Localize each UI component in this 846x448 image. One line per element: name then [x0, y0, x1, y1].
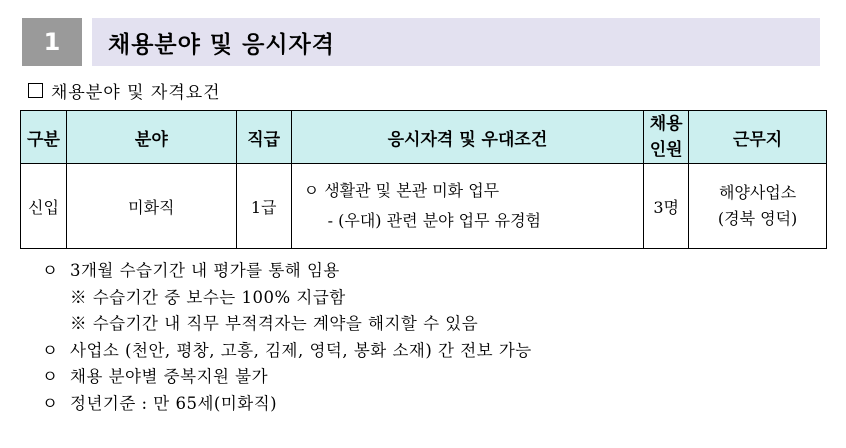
- subheading-text: 채용분야 및 자격요건: [51, 83, 221, 103]
- header-headcount: [644, 111, 689, 164]
- bullet-icon: ㅇ: [42, 340, 59, 360]
- bullet-icon: ㅇ: [42, 367, 59, 386]
- note-subitem: [42, 311, 532, 338]
- cell-location: [689, 164, 827, 249]
- qualification-sub: - (우대) 관련 분야 업무 유경험: [327, 211, 541, 230]
- notes-list: [42, 258, 532, 417]
- cell-field: 미화직: [66, 164, 236, 249]
- section-title: 채용분야 및 응시자격: [108, 31, 335, 58]
- note-text: 사업소 (천안, 평창, 고흥, 김제, 영덕, 봉화 소재) 간 전보 가능: [70, 340, 532, 360]
- cell-category: 신입: [21, 164, 67, 249]
- location-line2: (경북 영덕): [717, 209, 798, 228]
- section-number: 1: [22, 18, 82, 66]
- cell-qualification: [291, 164, 644, 249]
- checkbox-icon: [28, 83, 43, 98]
- qualification-main: ㅇ 생활관 및 본관 미화 업무: [303, 181, 500, 200]
- note-subtext: ※ 수습기간 중 보수는 100% 지급함: [70, 287, 346, 307]
- header-location: 근무지: [689, 111, 827, 164]
- note-text: 정년기준 : 만 65세(미화직): [70, 393, 278, 413]
- note-item: [42, 364, 532, 391]
- note-item: [42, 391, 532, 418]
- header-category: 구분: [21, 111, 67, 164]
- location-line1: 해양사업소: [718, 183, 797, 202]
- table-header-row: [21, 111, 827, 164]
- note-item: [42, 258, 532, 285]
- header-grade: 직급: [236, 111, 291, 164]
- table-row: [21, 164, 827, 249]
- cell-headcount: 3명: [644, 164, 689, 249]
- section-title-bar: [92, 18, 820, 66]
- header-qualification: 응시자격 및 우대조건: [291, 111, 644, 164]
- header-headcount-line2: 인원: [649, 140, 683, 160]
- note-subtext: ※ 수습기간 내 직무 부적격자는 계약을 해지할 수 있음: [70, 314, 479, 333]
- note-subitem: [42, 285, 532, 312]
- subheading: [28, 78, 221, 103]
- note-text: 3개월 수습기간 내 평가를 통해 임용: [70, 261, 340, 280]
- header-field: 분야: [66, 111, 236, 164]
- header-headcount-line1: 채용: [649, 114, 683, 134]
- recruitment-table: [20, 110, 827, 249]
- note-item: [42, 338, 532, 365]
- bullet-icon: ㅇ: [42, 393, 59, 413]
- cell-grade: 1급: [236, 164, 291, 249]
- note-text: 채용 분야별 중복지원 불가: [70, 367, 269, 386]
- bullet-icon: ㅇ: [42, 261, 59, 280]
